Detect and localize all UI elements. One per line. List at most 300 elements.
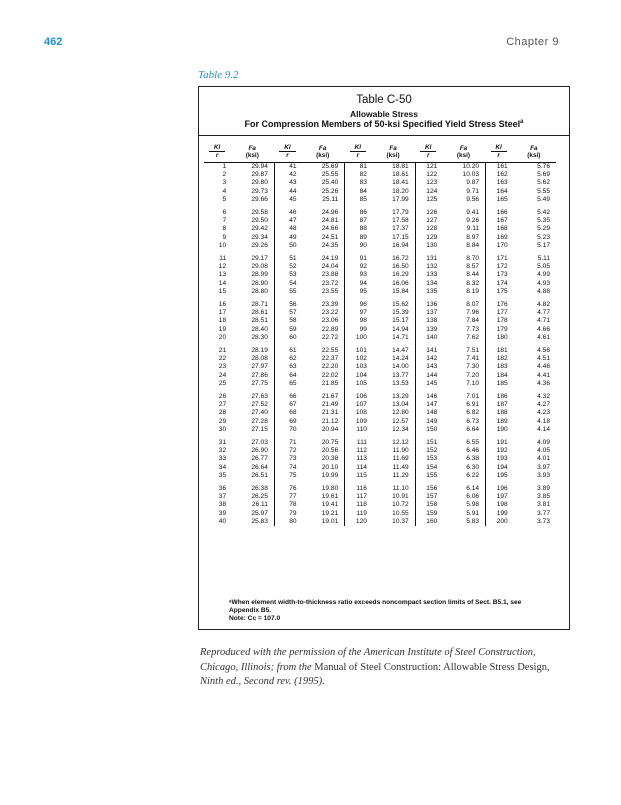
fa-value: 29.34	[230, 234, 274, 242]
kl-r-value: 53	[289, 271, 297, 279]
fa-value: 6.46	[441, 447, 485, 455]
kl-r-value: 76	[289, 485, 297, 493]
kl-r-value: 19	[218, 325, 227, 333]
fa-value: 21.85	[301, 380, 345, 388]
fa-value: 23.72	[301, 280, 345, 288]
header-fa-symbol: Fa	[530, 145, 538, 152]
kl-r-value: 8	[222, 225, 227, 233]
fa-value: 5.35	[537, 217, 550, 225]
kl-r-value: 14	[218, 279, 227, 287]
fa-value: 14.00	[371, 363, 415, 371]
fa-value: 6.14	[441, 485, 485, 493]
kl-r-value: 18	[218, 317, 227, 325]
kl-r-value: 147	[426, 401, 438, 409]
fa-value: 7.73	[441, 326, 485, 334]
table-row	[204, 196, 556, 204]
fa-value: 8.32	[441, 280, 485, 288]
header-kl-numerator: Kl	[350, 144, 366, 152]
kl-r-value: 91	[359, 254, 367, 262]
fa-value: 28.99	[230, 271, 274, 279]
table-row	[204, 263, 556, 271]
fa-value: 21.49	[301, 401, 345, 409]
kl-r-value: 151	[426, 439, 438, 446]
header-kl-numerator: Kl	[491, 144, 507, 152]
kl-r-value: 198	[496, 501, 508, 509]
fa-value: 4.36	[537, 379, 550, 387]
fa-value: 4.09	[537, 439, 550, 446]
fa-value: 3.93	[537, 471, 550, 479]
fa-value: 6.38	[441, 455, 485, 463]
kl-r-value: 129	[426, 233, 438, 241]
fa-value: 11.90	[371, 447, 415, 455]
fa-value: 7.96	[441, 309, 485, 317]
fa-value: 14.71	[371, 334, 415, 342]
fa-value: 26.51	[230, 472, 274, 480]
fa-value: 4.23	[537, 409, 550, 417]
fa-value: 28.30	[230, 334, 274, 342]
fa-value: 5.83	[441, 518, 485, 526]
kl-r-value: 26	[218, 392, 227, 400]
kl-r-value: 4	[222, 187, 227, 195]
table-title: Table C-50	[356, 94, 412, 106]
kl-r-value: 153	[426, 455, 438, 463]
kl-r-value: 10	[218, 241, 227, 249]
kl-r-value: 167	[496, 217, 508, 225]
fa-value: 15.62	[371, 301, 415, 309]
fa-value: 19.99	[301, 472, 345, 480]
fa-value: 4.56	[537, 346, 550, 354]
fa-value: 11.10	[371, 485, 415, 493]
table-subtitle-compression-members	[199, 119, 569, 129]
kl-r-value: 79	[289, 509, 297, 517]
header-kl-numerator: Kl	[279, 144, 295, 152]
fa-value: 4.18	[537, 417, 550, 425]
kl-r-value: 62	[289, 355, 297, 363]
fa-value: 4.46	[537, 363, 550, 371]
table-row	[204, 255, 556, 263]
kl-r-value: 187	[496, 401, 508, 409]
fa-value: 19.01	[301, 518, 345, 526]
kl-r-value: 28	[218, 409, 227, 417]
kl-r-value: 23	[218, 363, 227, 371]
header-kl-r	[345, 144, 371, 159]
kl-r-value: 52	[289, 263, 297, 271]
fa-value: 4.51	[537, 355, 550, 363]
fa-value: 4.14	[537, 425, 550, 433]
kl-r-value: 169	[496, 233, 508, 241]
kl-r-value: 163	[496, 179, 508, 187]
kl-r-value: 43	[289, 179, 297, 187]
kl-r-value: 69	[289, 417, 297, 425]
fa-value: 9.11	[441, 225, 485, 233]
fa-value: 6.30	[441, 464, 485, 472]
kl-r-value: 56	[289, 300, 297, 308]
table-row	[204, 455, 556, 463]
fa-value: 29.17	[230, 255, 274, 263]
table-row	[204, 217, 556, 225]
table-row	[204, 234, 556, 242]
chapter-label: Chapter 9	[506, 36, 559, 48]
kl-r-value: 191	[496, 439, 508, 446]
kl-r-value: 22	[218, 355, 227, 363]
fa-value: 10.03	[441, 171, 485, 179]
fa-value: 18.81	[371, 162, 415, 171]
fa-value: 10.91	[371, 493, 415, 501]
fa-value: 3.89	[537, 485, 550, 493]
kl-r-value: 123	[426, 179, 438, 187]
kl-r-value: 32	[218, 447, 227, 455]
kl-r-value: 11	[219, 254, 227, 262]
fa-value: 4.05	[537, 447, 550, 455]
kl-r-value: 134	[426, 279, 438, 287]
table-row	[204, 485, 556, 493]
header-kl-numerator: Kl	[209, 144, 225, 152]
fa-value: 27.52	[230, 401, 274, 409]
fa-value: 28.61	[230, 309, 274, 317]
table-row	[204, 493, 556, 501]
footnote-line-1: ᵃWhen element width-to-thickness ratio exceeds noncompact section limits of Sect. B5.1, see	[229, 599, 522, 606]
fa-value: 7.62	[441, 334, 485, 342]
fa-value: 11.49	[371, 464, 415, 472]
fa-value: 25.69	[301, 162, 345, 171]
fa-value: 11.69	[371, 455, 415, 463]
kl-r-value: 55	[289, 287, 297, 295]
header-fa	[230, 144, 274, 159]
fa-value: 15.84	[371, 288, 415, 296]
kl-r-value: 114	[356, 463, 367, 471]
kl-r-value: 35	[218, 471, 227, 479]
fa-value: 27.03	[230, 439, 274, 447]
kl-r-value: 42	[289, 171, 297, 179]
fa-value: 19.80	[301, 485, 345, 493]
kl-r-value: 130	[426, 241, 438, 249]
table-row	[204, 280, 556, 288]
fa-value: 29.26	[230, 242, 274, 250]
fa-value: 10.72	[371, 501, 415, 509]
header-kl-denominator: r	[426, 152, 430, 160]
fa-value: 7.51	[441, 347, 485, 355]
kl-r-value: 74	[289, 463, 297, 471]
kl-r-value: 104	[355, 371, 367, 379]
kl-r-value: 70	[289, 425, 297, 433]
kl-r-value: 182	[496, 355, 508, 363]
fa-value: 10.20	[441, 162, 485, 171]
kl-r-value: 139	[426, 325, 438, 333]
fa-value: 22.02	[301, 372, 345, 380]
fa-value: 5.17	[537, 241, 550, 249]
fa-value: 10.37	[371, 518, 415, 526]
fa-value: 8.97	[441, 234, 485, 242]
kl-r-value: 172	[496, 263, 508, 271]
fa-value: 25.55	[301, 171, 345, 179]
header-kl-r	[204, 144, 230, 159]
fa-value: 13.04	[371, 401, 415, 409]
fa-value: 9.56	[441, 196, 485, 204]
kl-r-value: 158	[426, 501, 438, 509]
kl-r-value: 30	[218, 425, 227, 433]
kl-r-value: 98	[359, 317, 367, 325]
fa-value: 16.29	[371, 271, 415, 279]
header-fa-symbol: Fa	[248, 145, 256, 152]
table-row	[204, 409, 556, 417]
table-row	[204, 162, 556, 171]
kl-r-value: 150	[426, 425, 438, 433]
kl-r-value: 144	[426, 371, 438, 379]
kl-r-value: 103	[355, 363, 367, 371]
fa-value: 12.80	[371, 409, 415, 417]
table-row	[204, 439, 556, 447]
kl-r-value: 156	[426, 485, 438, 493]
fa-value: 3.73	[537, 517, 550, 525]
kl-r-value: 60	[289, 333, 297, 341]
fa-value: 10.55	[371, 510, 415, 518]
kl-r-value: 71	[289, 439, 297, 446]
allowable-stress-table	[204, 144, 556, 526]
fa-value: 15.39	[371, 309, 415, 317]
fa-value: 29.80	[230, 179, 274, 187]
kl-r-value: 181	[496, 346, 508, 354]
credit-line-2	[200, 661, 580, 676]
kl-r-value: 145	[426, 379, 438, 387]
fa-value: 26.25	[230, 493, 274, 501]
kl-r-value: 96	[359, 300, 367, 308]
kl-r-value: 65	[289, 379, 297, 387]
kl-r-value: 189	[496, 417, 508, 425]
kl-r-value: 87	[359, 217, 367, 225]
kl-r-value: 164	[496, 187, 508, 195]
table-row	[204, 447, 556, 455]
header-fa	[512, 144, 556, 159]
fa-value: 24.51	[301, 234, 345, 242]
kl-r-value: 36	[218, 485, 227, 493]
fa-value: 21.31	[301, 409, 345, 417]
kl-r-value: 97	[359, 309, 367, 317]
fa-value: 14.24	[371, 355, 415, 363]
fa-value: 14.47	[371, 347, 415, 355]
kl-r-value: 137	[426, 309, 438, 317]
credit-line-2a: Chicago, Illinois; from the	[200, 661, 315, 673]
fa-value: 3.77	[537, 509, 550, 517]
kl-r-value: 118	[356, 501, 367, 509]
fa-value: 17.15	[371, 234, 415, 242]
fa-value: 8.19	[441, 288, 485, 296]
kl-r-value: 160	[426, 517, 438, 525]
table-row	[204, 225, 556, 233]
fa-value: 4.77	[537, 309, 550, 317]
header-fa	[441, 144, 485, 159]
table-row	[204, 188, 556, 196]
fa-value: 4.41	[537, 371, 550, 379]
table-row	[204, 355, 556, 363]
fa-value: 24.04	[301, 263, 345, 271]
kl-r-value: 115	[356, 471, 367, 479]
fa-value: 16.94	[371, 242, 415, 250]
kl-r-value: 49	[289, 233, 297, 241]
permission-credit	[200, 646, 580, 690]
fa-value: 29.58	[230, 209, 274, 217]
kl-r-value: 193	[496, 455, 508, 463]
kl-r-value: 48	[289, 225, 297, 233]
table-row	[204, 501, 556, 509]
kl-r-value: 170	[496, 241, 508, 249]
footnote-note: Note: Cc = 107.0	[229, 615, 281, 622]
kl-r-value: 92	[359, 263, 367, 271]
fa-value: 15.17	[371, 317, 415, 325]
table-row	[204, 418, 556, 426]
kl-r-value: 7	[222, 217, 227, 225]
kl-r-value: 81	[359, 162, 367, 170]
kl-r-value: 110	[356, 425, 367, 433]
kl-r-value: 12	[218, 263, 227, 271]
kl-r-value: 64	[289, 371, 297, 379]
fa-value: 28.51	[230, 317, 274, 325]
fa-value: 5.11	[537, 254, 550, 262]
kl-r-value: 180	[496, 333, 508, 341]
kl-r-value: 33	[218, 455, 227, 463]
kl-r-value: 66	[289, 392, 297, 400]
fa-value: 5.29	[537, 225, 550, 233]
table-row	[204, 309, 556, 317]
fa-value: 20.38	[301, 455, 345, 463]
table-caption: Table 9.2	[198, 69, 239, 81]
kl-r-value: 101	[355, 346, 367, 354]
fa-value: 13.53	[371, 380, 415, 388]
fa-value: 5.98	[441, 501, 485, 509]
footnote-line-2: Appendix B5.	[229, 607, 272, 614]
fa-value: 29.50	[230, 217, 274, 225]
fa-value: 4.32	[537, 392, 550, 400]
table-row	[204, 334, 556, 342]
kl-r-value: 105	[355, 379, 367, 387]
kl-r-value: 16	[218, 300, 227, 308]
header-kl-numerator: Kl	[420, 144, 436, 152]
kl-r-value: 126	[426, 208, 438, 216]
page-number: 462	[44, 36, 63, 48]
kl-r-value: 25	[218, 379, 227, 387]
fa-value: 7.30	[441, 363, 485, 371]
fa-value: 25.40	[301, 179, 345, 187]
kl-r-value: 199	[496, 509, 508, 517]
kl-r-value: 29	[218, 417, 227, 425]
kl-r-value: 120	[355, 517, 367, 525]
fa-value: 17.79	[371, 209, 415, 217]
table-row	[204, 317, 556, 325]
kl-r-value: 39	[218, 509, 227, 517]
fa-value: 22.37	[301, 355, 345, 363]
kl-r-value: 175	[496, 287, 508, 295]
kl-r-value: 95	[359, 287, 367, 295]
fa-value: 5.49	[537, 195, 550, 203]
kl-r-value: 1	[222, 162, 227, 170]
header-kl-r	[486, 144, 512, 159]
fa-value: 19.21	[301, 510, 345, 518]
table-body	[204, 162, 556, 526]
kl-r-value: 51	[289, 254, 297, 262]
kl-r-value: 78	[289, 501, 297, 509]
fa-value: 25.83	[230, 518, 274, 526]
kl-r-value: 31	[218, 439, 227, 446]
fa-value: 5.62	[537, 179, 550, 187]
fa-value: 6.91	[441, 401, 485, 409]
fa-value: 22.20	[301, 363, 345, 371]
fa-value: 5.42	[537, 208, 550, 216]
kl-r-value: 195	[496, 471, 508, 479]
kl-r-value: 107	[355, 401, 367, 409]
fa-value: 24.81	[301, 217, 345, 225]
kl-r-value: 50	[289, 241, 297, 249]
fa-value: 24.19	[301, 255, 345, 263]
fa-value: 3.81	[537, 501, 550, 509]
fa-value: 22.55	[301, 347, 345, 355]
kl-r-value: 83	[359, 179, 367, 187]
table-row	[204, 301, 556, 309]
fa-value: 28.08	[230, 355, 274, 363]
kl-r-value: 40	[218, 517, 227, 525]
kl-r-value: 143	[426, 363, 438, 371]
table-row	[204, 363, 556, 371]
fa-value: 29.66	[230, 196, 274, 204]
kl-r-value: 80	[289, 517, 297, 525]
kl-r-value: 200	[496, 517, 508, 525]
kl-r-value: 27	[218, 401, 227, 409]
kl-r-value: 15	[218, 287, 227, 295]
kl-r-value: 13	[218, 271, 227, 279]
fa-value: 8.07	[441, 301, 485, 309]
kl-r-value: 94	[359, 279, 367, 287]
header-fa-unit: (ksi)	[386, 152, 400, 160]
fa-value: 3.85	[537, 493, 550, 501]
kl-r-value: 24	[218, 371, 227, 379]
kl-r-value: 196	[496, 485, 508, 493]
kl-r-value: 86	[359, 208, 367, 216]
fa-value: 8.70	[441, 255, 485, 263]
table-row	[204, 288, 556, 296]
table-row	[204, 372, 556, 380]
fa-value: 9.71	[441, 188, 485, 196]
fa-value: 26.38	[230, 485, 274, 493]
kl-r-value: 138	[426, 317, 438, 325]
header-fa-unit: (ksi)	[527, 152, 541, 160]
fa-value: 17.37	[371, 225, 415, 233]
kl-r-value: 171	[496, 254, 508, 262]
fa-value: 27.40	[230, 409, 274, 417]
fa-value: 7.20	[441, 372, 485, 380]
credit-line-3: Ninth ed., Second rev. (1995).	[200, 676, 325, 687]
fa-value: 24.35	[301, 242, 345, 250]
kl-r-value: 46	[289, 208, 297, 216]
fa-value: 7.84	[441, 317, 485, 325]
credit-line-1: Reproduced with the permission of the American Institute of Steel Construction,	[200, 647, 536, 658]
kl-r-value: 157	[426, 493, 438, 501]
fa-value: 27.28	[230, 418, 274, 426]
kl-r-value: 141	[426, 346, 438, 354]
fa-value: 9.87	[441, 179, 485, 187]
fa-value: 6.06	[441, 493, 485, 501]
kl-r-value: 197	[496, 493, 508, 501]
kl-r-value: 140	[426, 333, 438, 341]
kl-r-value: 122	[426, 171, 438, 179]
kl-r-value: 146	[426, 392, 438, 400]
kl-r-value: 41	[289, 162, 297, 170]
kl-r-value: 162	[496, 171, 508, 179]
fa-value: 4.66	[537, 325, 550, 333]
kl-r-value: 119	[356, 509, 367, 517]
fa-value: 9.26	[441, 217, 485, 225]
fa-value: 4.71	[537, 317, 550, 325]
fa-value: 29.73	[230, 188, 274, 196]
fa-value: 23.88	[301, 271, 345, 279]
fa-value: 5.05	[537, 263, 550, 271]
